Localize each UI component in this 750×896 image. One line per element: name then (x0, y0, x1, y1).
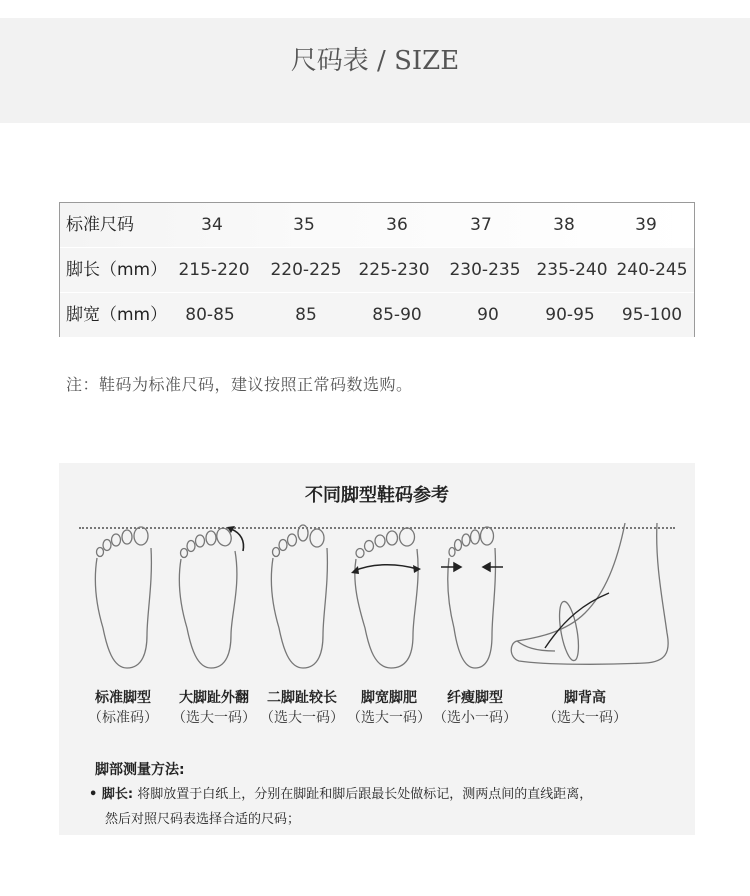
table-cell: 36 (386, 215, 408, 235)
foot-label-wide: 脚宽脚肥 (361, 690, 417, 706)
table-cell: 215-220 (178, 260, 250, 280)
bunion-foot-icon (169, 523, 249, 673)
foot-sub-slim: （选小一码） (433, 710, 517, 726)
page-title: 尺码表 / SIZE (290, 46, 460, 76)
table-cell: 240-245 (616, 260, 688, 280)
row-label: 脚长（mm） (66, 260, 168, 280)
table-cell: 39 (635, 215, 657, 235)
table-cell: 34 (201, 215, 223, 235)
table-cell: 35 (293, 215, 315, 235)
foot-label-long-second-toe: 二脚趾较长 (267, 690, 337, 706)
size-row-width (60, 293, 694, 337)
table-cell: 95-100 (621, 305, 683, 325)
table-cell: 90-95 (545, 305, 595, 325)
table-cell: 85 (295, 305, 317, 325)
foot-sub-bunion: （选大一码） (172, 710, 256, 726)
foot-sub-high-instep: （选大一码） (543, 710, 627, 726)
measure-method-line-1 (89, 783, 592, 802)
row-label: 脚宽（mm） (66, 305, 168, 325)
table-cell: 230-235 (449, 260, 521, 280)
measure-bullet-label: • 脚长: (89, 787, 134, 802)
foot-label-standard: 标准脚型 (95, 690, 151, 706)
foot-sub-wide: （选大一码） (347, 710, 431, 726)
measure-method-text-1: 将脚放置于白纸上，分别在脚趾和脚后跟最长处做标记，测两点间的直线距离， (137, 787, 593, 802)
high-instep-foot-icon (505, 523, 675, 673)
table-cell: 90 (477, 305, 499, 325)
wide-foot-icon (347, 523, 427, 673)
guide-title: 不同脚型鞋码参考 (305, 485, 449, 506)
measure-method-line-2: 然后对照尺码表选择合适的尺码； (105, 812, 301, 827)
table-cell: 220-225 (270, 260, 342, 280)
table-cell: 38 (553, 215, 575, 235)
table-cell: 80-85 (185, 305, 235, 325)
long-second-toe-foot-icon (259, 523, 339, 673)
measure-method-title: 脚部测量方法: (95, 762, 185, 778)
size-table (59, 202, 695, 337)
foot-label-slim: 纤瘦脚型 (447, 690, 503, 706)
foot-label-bunion: 大脚趾外翻 (179, 690, 249, 706)
table-cell: 235-240 (536, 260, 608, 280)
standard-foot-icon (83, 523, 163, 673)
table-cell: 225-230 (358, 260, 430, 280)
slim-foot-icon (433, 523, 513, 673)
foot-type-guide (59, 463, 695, 835)
foot-sub-standard: （标准码） (88, 710, 158, 726)
size-row-length (60, 248, 694, 292)
size-row-standard (60, 203, 694, 247)
table-cell: 37 (470, 215, 492, 235)
size-note: 注：鞋码为标准尺码，建议按照正常码数选购。 (66, 375, 413, 394)
row-label: 标准尺码 (66, 215, 134, 235)
table-cell: 85-90 (372, 305, 422, 325)
foot-label-high-instep: 脚背高 (564, 690, 606, 706)
foot-sub-long-second-toe: （选大一码） (260, 710, 344, 726)
